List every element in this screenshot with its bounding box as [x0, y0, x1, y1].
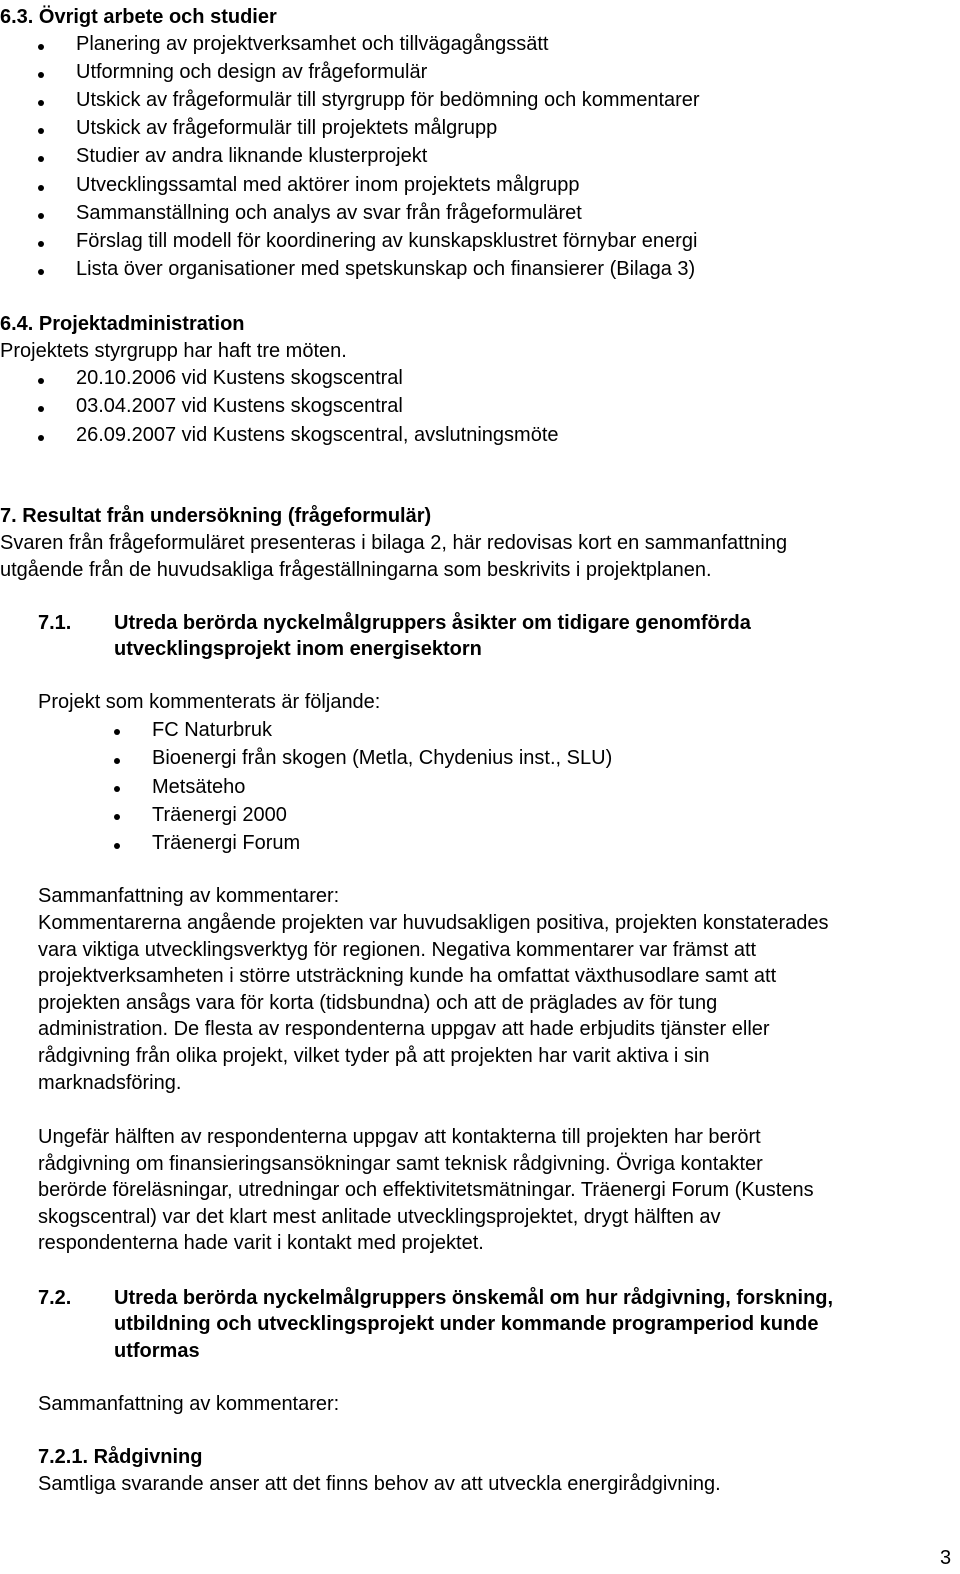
list-item: Lista över organisationer med spetskunskap och finansierer (Bilaga 3) [76, 258, 696, 280]
paragraph-line: rådgivning från olika projekt, vilket tyder på att projekten har varit aktiva i sin [38, 1044, 710, 1067]
paragraph-line: projekten ansågs vara för korta (tidsbundna) och att de präglades av för tung [38, 991, 718, 1014]
section-7-line: utgående från de huvudsakliga frågeställningarna som beskrivits i projektplanen. [0, 559, 712, 581]
bullet-icon [38, 269, 44, 275]
list-item: Metsäteho [152, 776, 246, 798]
bullet-icon [38, 406, 44, 412]
section-7-1-title: utvecklingsprojekt inom energisektorn [114, 638, 482, 660]
paragraph-line: marknadsföring. [38, 1071, 182, 1094]
bullet-icon [38, 72, 44, 78]
projects-intro: Projekt som kommenterats är följande: [38, 691, 381, 713]
paragraph-line: rådgivning om finansieringsansökningar samt teknisk rådgivning. Övriga kontakter [38, 1152, 763, 1175]
section-6-4-heading: 6.4. Projektadministration [0, 313, 245, 335]
list-item: Bioenergi från skogen (Metla, Chydenius inst., SLU) [152, 747, 613, 769]
summary-paragraph-1 [38, 910, 829, 1096]
list-item: Utvecklingssamtal med aktörer inom projektets målgrupp [76, 174, 580, 196]
bullet-icon [38, 128, 44, 134]
list-item: Sammanställning och analys av svar från frågeformuläret [76, 202, 582, 224]
list-item: Planering av projektverksamhet och tillvägagångssätt [76, 33, 549, 55]
section-7-1-title: Utreda berörda nyckelmålgruppers åsikter om tidigare genomförda [114, 612, 751, 634]
summary-paragraph-2 [38, 1124, 814, 1257]
section-7-2-1-heading: 7.2.1. Rådgivning [38, 1446, 203, 1468]
bullet-icon [114, 758, 120, 764]
section-7-heading: 7. Resultat från undersökning (frågeformulär) [0, 505, 432, 527]
paragraph-line: Kommentarerna angående projekten var huvudsakligen positiva, projekten konstaterades [38, 912, 829, 934]
section-7-2-title: Utreda berörda nyckelmålgruppers önskemål om hur rådgivning, forskning, [114, 1287, 834, 1309]
section-7-1-number: 7.1. [38, 612, 72, 634]
list-item: FC Naturbruk [152, 719, 273, 741]
bullet-icon [38, 100, 44, 106]
paragraph-line: Ungefär hälften av respondenterna uppgav att kontakterna till projekten har berört [38, 1126, 761, 1148]
list-item: Träenergi 2000 [152, 804, 287, 826]
list-item: 26.09.2007 vid Kustens skogscentral, avslutningsmöte [76, 424, 559, 446]
section-7-2-number: 7.2. [38, 1287, 72, 1309]
paragraph-line: respondenterna hade varit i kontakt med projektet. [38, 1232, 484, 1255]
paragraph-line: vara viktiga utvecklingsverktyg för regionen. Negativa kommentarer var främst att [38, 938, 757, 961]
bullet-icon [114, 729, 120, 735]
paragraph-line: projektverksamheten i större utsträckning kunde ha omfattat växthusodlare samt att [38, 965, 777, 988]
paragraph-line: administration. De flesta av respondenterna uppgav att hade erbjudits tjänster eller [38, 1018, 770, 1041]
section-6-3-heading: 6.3. Övrigt arbete och studier [0, 6, 277, 28]
section-6-4-intro: Projektets styrgrupp har haft tre möten. [0, 340, 347, 362]
bullet-icon [114, 786, 120, 792]
list-item: Förslag till modell för koordinering av kunskapsklustret förnybar energi [76, 230, 698, 252]
bullet-icon [38, 213, 44, 219]
bullet-icon [38, 435, 44, 441]
section-7-2-title: utformas [114, 1340, 200, 1362]
paragraph-line: skogscentral) var det klart mest anlitade utvecklingsprojektet, drygt hälften av [38, 1205, 721, 1228]
summary-label: Sammanfattning av kommentarer: [38, 1393, 340, 1415]
summary-label: Sammanfattning av kommentarer: [38, 885, 340, 907]
bullet-icon [38, 185, 44, 191]
bullet-icon [38, 378, 44, 384]
bullet-icon [38, 241, 44, 247]
list-item: Träenergi Forum [152, 832, 301, 854]
bullet-icon [114, 843, 120, 849]
list-item: 20.10.2006 vid Kustens skogscentral [76, 367, 403, 389]
bullet-icon [38, 44, 44, 50]
section-7-line: Svaren från frågeformuläret presenteras i bilaga 2, här redovisas kort en sammanfattning [0, 532, 788, 554]
bullet-icon [114, 814, 120, 820]
paragraph-line: berörde föreläsningar, utredningar och effektivitetsmätningar. Träenergi Forum (Kustens [38, 1179, 814, 1202]
section-7-2-title: utbildning och utvecklingsprojekt under kommande programperiod kunde [114, 1313, 819, 1335]
list-item: Studier av andra liknande klusterprojekt [76, 145, 428, 167]
section-7-2-1-text: Samtliga svarande anser att det finns behov av att utveckla energirådgivning. [38, 1473, 721, 1495]
page-number: 3 [940, 1547, 952, 1569]
list-item: Utformning och design av frågeformulär [76, 61, 428, 83]
list-item: Utskick av frågeformulär till projektets målgrupp [76, 117, 498, 139]
bullet-icon [38, 156, 44, 162]
list-item: 03.04.2007 vid Kustens skogscentral [76, 395, 403, 417]
list-item: Utskick av frågeformulär till styrgrupp för bedömning och kommentarer [76, 89, 700, 111]
